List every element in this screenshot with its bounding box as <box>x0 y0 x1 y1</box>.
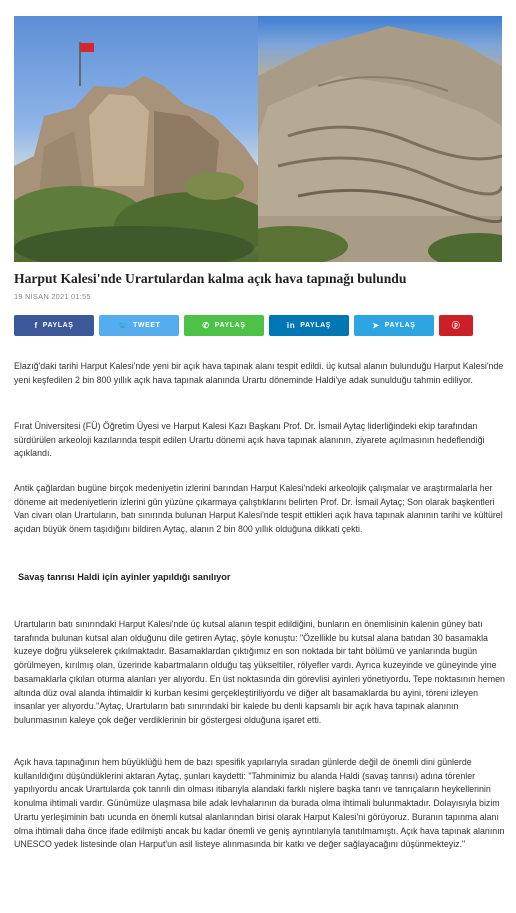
article-paragraph-2: Fırat Üniversitesi (FÜ) Öğretim Üyesi ve Harput Kalesi Kazı Başkanı Prof. Dr. İsmail Aytaç liderliğindeki ekip tarafından sürdürülen arkeoloji kazılarında tespit edilen Urartu dönemi açık hava tapınak alanının, ziyarete açılmasının hedeflendiği açıklandı. <box>14 421 485 459</box>
pinterest-icon: ⓟ <box>451 321 461 330</box>
share-twitter-label: TWEET <box>133 322 161 329</box>
share-pinterest-button[interactable] <box>439 315 473 336</box>
facebook-icon: f <box>34 321 38 330</box>
share-twitter-button[interactable] <box>99 315 179 336</box>
article-paragraph-4: Urartuların batı sınırındaki Harput Kalesi'nde üç kutsal alanın tespit edildiğini, bunların en önemlisinin kalenin güney batı tarafında bulunan kutsal alan olduğunu dile getiren Aytaç, şöyle konuştu: "Özellikle bu kutsal alana batıdan 30 basamakla kuzeye doğru yükselerek çıkılmaktadır. Basamaklardan çıktığımız en son noktada bir taht bölümü ve yanlarında bugün görülmeyen, kırılmış olan, üzerinde kabartmaların olduğu taş yükseltiler, rölyefler vardı. Ayrıca kuzeyinde ve güneyinde yine basamaklarla çıkılan oturma alanları yer alıyordu. En üst noktasında din görevlisi ayinleri yönetiyordu. Tepe noktasının hemen altında düz oval alanda ihtimaldir ki kurban kesimi gerçekleştiriliyordu ve diğer alt basamaklarda bu ayini, töreni izleyen insanlar yer alıyordu."Aytaç, Urartuların batı sınırındaki bir kalede bu denli kapsamlı bir açık hava tapınak alanının bulunmasının kaleye çok değer verdiklerinin bir göstergesi olduğuna işaret etti. <box>14 619 505 725</box>
rock-temple-photo <box>258 16 502 262</box>
castle-illustration <box>14 16 258 262</box>
share-whatsapp-button[interactable] <box>184 315 264 336</box>
share-linkedin-button[interactable] <box>269 315 349 336</box>
article-paragraph-1: Elazığ'daki tarihi Harput Kalesi'nde yeni bir açık hava tapınak alanı tespit edildi. üç kutsal alanın bulunduğu Harput Kalesi'nde yeni keşfedilen 2 bin 800 yıllık açık hava tapınak alanında Urartu döneminde Haldi'ye adak sunulduğu tahmin ediliyor. <box>14 361 504 385</box>
publish-date: 19 NİSAN 2021 01:55 <box>14 292 91 301</box>
article-title: Harput Kalesi'nde Urartulardan kalma açık hava tapınağı bulundu <box>14 271 407 286</box>
article-paragraph-3: Antik çağlardan bugüne birçok medeniyetin izlerini barından Harput Kalesi'ndeki arkeolojik çalışmalar ve araştırmalarla her döneme ait medeniyetlerin izlerini gün yüzüne çıkarmaya çalıştıklarını belirten Prof. Dr. İsmail Aytaç; Son olarak başkentleri Van civarı olan Urartuların, batı sınırında bulunan Harput Kalesi'nde tespit ettikleri açık hava tapınak alanının tarihi ve kültürel açıdan büyük önem taşıdığını bildiren Aytaç, alanın 2 bin 800 yıllık olduğuna dikkati çekti. <box>14 483 503 535</box>
article-subheading: Savaş tanrısı Haldi için ayinler yapıldığı sanılıyor <box>18 572 231 582</box>
share-facebook-label: PAYLAŞ <box>42 322 74 329</box>
article-paragraph-5: Açık hava tapınağının hem büyüklüğü hem de bazı spesifik yapılarıyla sıradan günlerde değil de önemli dini günlerde kullanıldığını düşündüklerini aktaran Aytaç, şunları kaydetti: "Tahminimiz bu alanda Haldi (savaş tanrısı) adına törenler yapılıyordu ancak Urartularda çok tanrılı din olması itibarıyla alandaki farklı nişlere başka tanrı ve tanrıçaların heykellerinin konulma ihtimali vardır. Günümüze ulaşmasa bile adak levhalarının da burada olma ihtimali bulunmaktadır. Dolayısıyla bizim Urartu yerleşiminin batı ucunda en önemli kutsal alanlarından birisi olarak Harput Kalesi'ni görüyoruz. Buranın tapınma alanı olma ihtimali daha önce ifade edilmişti ancak bu kadar önemli ve geniş ayrıntılarıyla tanıtılmamıştı. Açık hava tapınak alanının UNESCO yedek listesinde olan Harput'un asil listeye alınmasında bir katkı ve değer sağlayacağını düşünmekteyiz." <box>14 757 505 850</box>
rock-illustration <box>258 16 502 262</box>
share-telegram-button[interactable] <box>354 315 434 336</box>
share-whatsapp-label: PAYLAŞ <box>214 322 246 329</box>
share-telegram-label: PAYLAŞ <box>384 322 416 329</box>
share-linkedin-label: PAYLAŞ <box>300 322 332 329</box>
linkedin-icon: in <box>286 321 296 330</box>
castle-photo <box>14 16 258 262</box>
article-hero-image <box>14 16 502 262</box>
share-facebook-button[interactable] <box>14 315 94 336</box>
twitter-icon: 🐦 <box>117 321 129 330</box>
whatsapp-icon: ✆ <box>202 321 210 330</box>
telegram-icon: ➤ <box>372 321 380 330</box>
